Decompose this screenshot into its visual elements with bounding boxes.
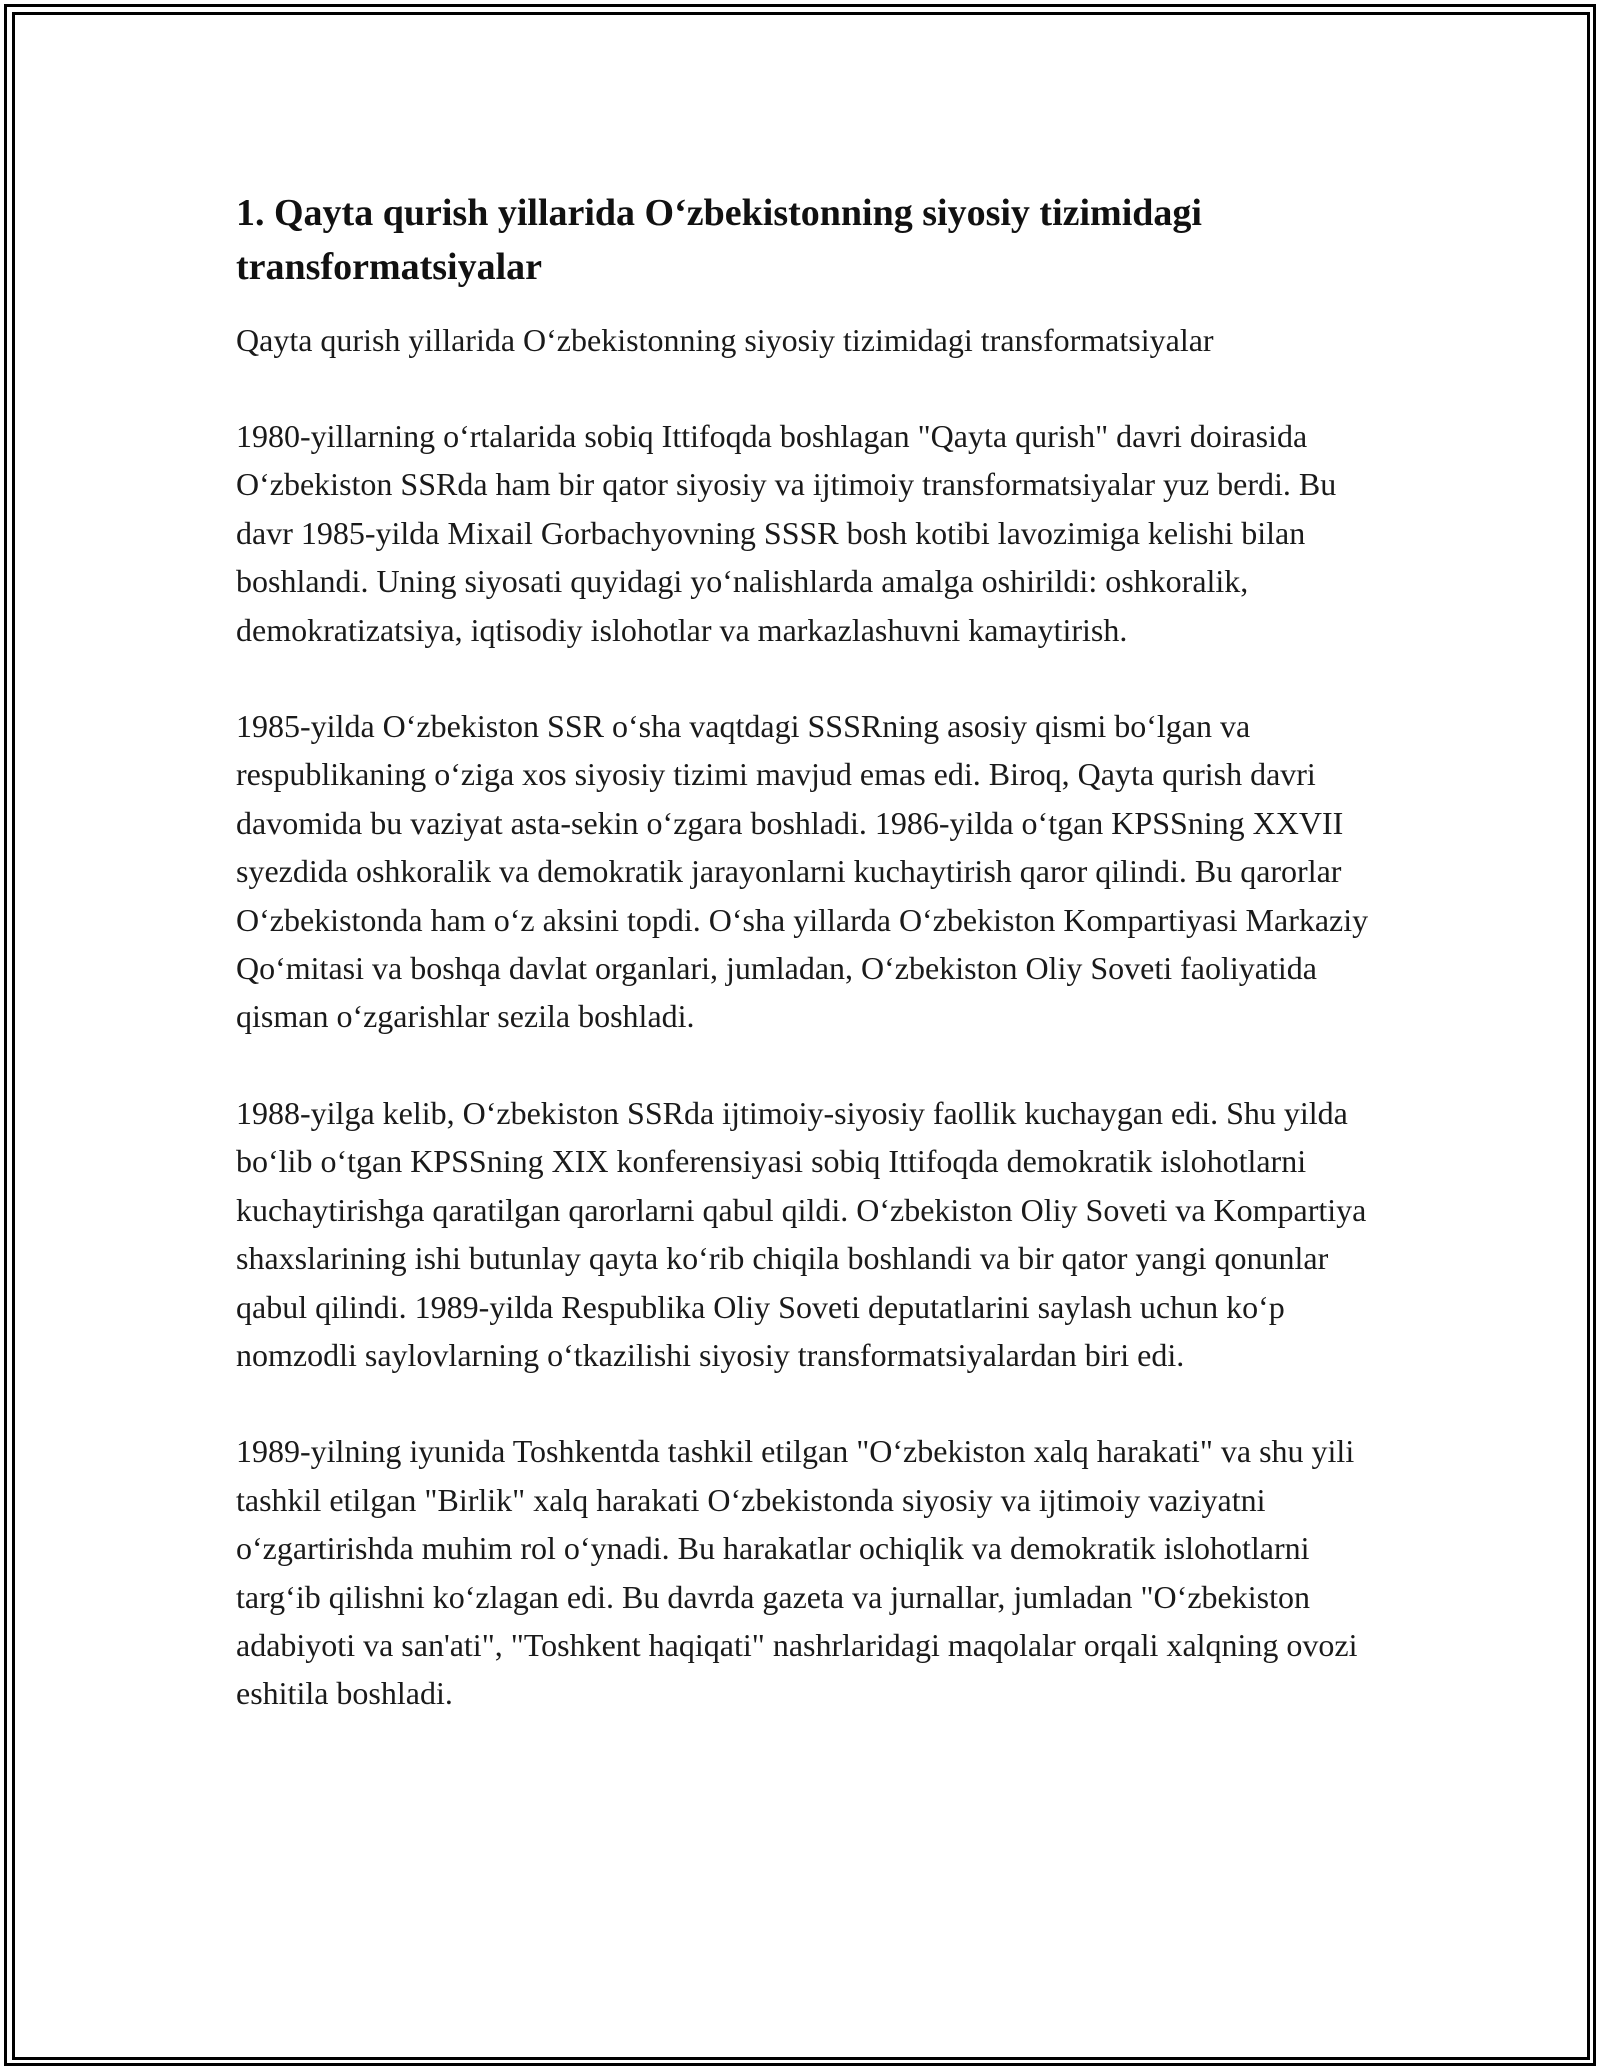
paragraph-2: 1985-yilda O‘zbekiston SSR o‘sha vaqtdagi SSSRning asosiy qismi bo‘lgan va respublikaning o‘ziga xos siyosiy tizimi mavjud emas edi. Biroq, Qayta qurish davri davomida bu vaziyat asta-sekin o‘zgara boshladi. 1986-yilda o‘tgan KPSSning XXVII syezdida oshkoralik va demokratik jarayonlarni kuchaytirish qaror qilindi. Bu qarorlar O‘zbekistonda ham o‘z aksini topdi. O‘sha yillarda O‘zbekiston Kompartiyasi Markaziy Qo‘mitasi va boshqa davlat organlari, jumladan, O‘zbekiston Oliy Soveti faoliyatida qisman o‘zgarishlar sezila boshladi. <box>236 708 1369 1035</box>
paragraph-3: 1988-yilga kelib, O‘zbekiston SSRda ijtimoiy-siyosiy faollik kuchaygan edi. Shu yilda bo‘lib o‘tgan KPSSning XIX konferensiyasi sobiq Ittifoqda demokratik islohotlarni kuchaytirishga qaratilgan qarorlarni qabul qildi. O‘zbekiston Oliy Soveti va Kompartiya shaxslarining ishi butunlay qayta ko‘rib chiqila boshlandi va bir qator yangi qonunlar qabul qilindi. 1989-yilda Respublika Oliy Soveti deputatlarini saylash uchun ko‘p nomzodli saylovlarning o‘tkazilishi siyosiy transformatsiyalardan biri edi. <box>236 1094 1367 1373</box>
document-title: 1. Qayta qurish yillarida O‘zbekistonning siyosiy tizimidagi transformatsiyalar <box>236 192 1202 288</box>
document-body <box>236 186 1386 1718</box>
paragraph-1: 1980-yillarning o‘rtalarida sobiq Ittifoqda boshlagan "Qayta qurish" davri doirasida O‘zbekiston SSRda ham bir qator siyosiy va ijtimoiy transformatsiyalar yuz berdi. Bu davr 1985-yilda Mixail Gorbachyovning SSSR bosh kotibi lavozimiga kelishi bilan boshlandi. Uning siyosati quyidagi yo‘nalishlarda amalga oshirildi: oshkoralik, demokratizatsiya, iqtisodiy islohotlar va markazlashuvni kamaytirish. <box>236 418 1337 648</box>
paragraph-4: 1989-yilning iyunida Toshkentda tashkil etilgan "O‘zbekiston xalq harakati" va shu yili tashkil etilgan "Birlik" xalq harakati O‘zbekistonda siyosiy va ijtimoiy vaziyatni o‘zgartirishda muhim rol o‘ynadi. Bu harakatlar ochiqlik va demokratik islohotlarni targ‘ib qilishni ko‘zlagan edi. Bu davrda gazeta va jurnallar, jumladan "O‘zbekiston adabiyoti va san'ati", "Toshkent haqiqati" nashrlaridagi maqolalar orqali xalqning ovozi eshitila boshladi. <box>236 1433 1358 1712</box>
document-subtitle: Qayta qurish yillarida O‘zbekistonning siyosiy tizimidagi transformatsiyalar <box>236 322 1214 358</box>
